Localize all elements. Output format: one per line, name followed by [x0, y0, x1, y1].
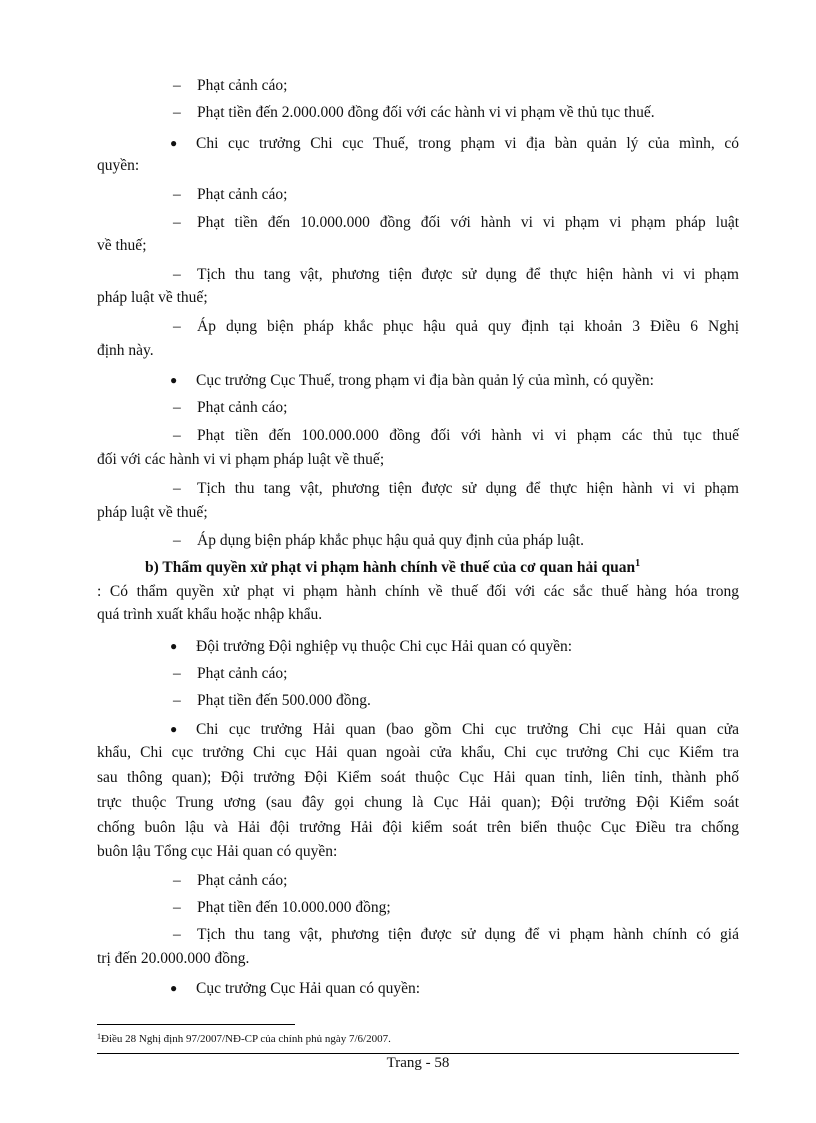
paragraph-line: quyền:: [97, 157, 140, 174]
paragraph-line: trị đến 20.000.000 đồng.: [97, 950, 250, 967]
dash-marker: –: [173, 532, 181, 549]
paragraph-line: đối với các hành vi vi phạm pháp luật về thuế;: [97, 451, 385, 468]
bullet-item: [170, 636, 739, 657]
line-text: Cục trưởng Cục Thuế, trong phạm vi địa bàn quản lý của mình, có quyền:: [196, 372, 654, 389]
dash-marker: –: [173, 399, 181, 416]
footnote: [97, 1032, 391, 1046]
line-text: Áp dụng biện pháp khắc phục hậu quả quy định tại khoản 3 Điều 6 Nghị: [197, 318, 739, 335]
dash-marker: –: [173, 104, 181, 121]
bullet-icon: ●: [170, 639, 178, 653]
paragraph-line: về thuế;: [97, 237, 147, 254]
dash-marker: –: [173, 665, 181, 682]
line-text: Chi cục trưởng Hải quan (bao gồm Chi cục trưởng Chi cục Hải quan cửa: [196, 721, 739, 738]
list-item: [173, 317, 739, 337]
line-text: Đội trưởng Đội nghiệp vụ thuộc Chi cục Hải quan có quyền:: [196, 638, 573, 655]
footnote-ref: 1: [635, 558, 641, 569]
list-item: [173, 426, 739, 446]
line-text: Phạt cảnh cáo;: [197, 399, 288, 416]
paragraph-line: định này.: [97, 342, 154, 359]
bullet-item: [170, 370, 739, 391]
paragraph-line: trực thuộc Trung ương (sau đây gọi chung là Cục Hải quan); Đội trưởng Đội Kiểm soát: [97, 794, 739, 811]
paragraph-line: pháp luật về thuế;: [97, 289, 208, 306]
footer-rule: [97, 1053, 739, 1054]
paragraph-line: sau thông quan); Đội trưởng Đội Kiểm soát thuộc Cục Hải quan tỉnh, liên tỉnh, thành phố: [97, 769, 739, 786]
dash-marker: –: [173, 318, 181, 335]
line-text: Phạt cảnh cáo;: [197, 186, 288, 203]
dash-marker: –: [173, 186, 181, 203]
dash-marker: –: [173, 692, 181, 709]
list-item: [173, 531, 739, 551]
dash-marker: –: [173, 214, 181, 231]
list-item: [173, 103, 739, 123]
line-text: Phạt cảnh cáo;: [197, 872, 288, 889]
paragraph-line: pháp luật về thuế;: [97, 504, 208, 521]
list-item: [173, 398, 739, 418]
line-text: Phạt tiền đến 100.000.000 đồng đối với hành vi vi phạm các thủ tục thuế: [197, 427, 739, 444]
list-item: [173, 185, 739, 205]
line-text: Tịch thu tang vật, phương tiện được sử dụng để thực hiện hành vi vi phạm: [197, 480, 739, 497]
dash-marker: –: [173, 427, 181, 444]
list-item: [173, 265, 739, 285]
bullet-item: [170, 133, 739, 154]
list-item: [173, 213, 739, 233]
line-text: Chi cục trưởng Chi cục Thuế, trong phạm vi địa bàn quản lý của mình, có: [196, 135, 739, 152]
dash-marker: –: [173, 480, 181, 497]
bullet-icon: ●: [170, 981, 178, 995]
line-text: Cục trưởng Cục Hải quan có quyền:: [196, 980, 421, 997]
dash-marker: –: [173, 266, 181, 283]
line-text: Phạt cảnh cáo;: [197, 665, 288, 682]
bullet-icon: ●: [170, 373, 178, 387]
section-heading: [145, 558, 745, 578]
line-text: Phạt tiền đến 10.000.000 đồng đối với hành vi vi phạm vi phạm pháp luật: [197, 214, 739, 231]
dash-marker: –: [173, 926, 181, 943]
line-text: Phạt cảnh cáo;: [197, 77, 288, 94]
paragraph-line: khẩu, Chi cục trưởng Chi cục Hải quan ngoài cửa khẩu, Chi cục trưởng Chi cục Kiểm tra: [97, 744, 739, 761]
bullet-icon: ●: [170, 722, 178, 736]
dash-marker: –: [173, 77, 181, 94]
line-text: Phạt tiền đến 500.000 đồng.: [197, 692, 371, 709]
heading-text: b) Thẩm quyền xử phạt vi phạm hành chính về thuế của cơ quan hải quan: [145, 559, 636, 576]
paragraph-line: buôn lậu Tổng cục Hải quan có quyền:: [97, 843, 338, 860]
paragraph-line: quá trình xuất khẩu hoặc nhập khẩu.: [97, 606, 323, 623]
page-number: Trang - 58: [386, 1055, 450, 1071]
bullet-item: [170, 719, 739, 740]
list-item: [173, 76, 739, 96]
line-text: Tịch thu tang vật, phương tiện được sử dụng để thực hiện hành vi vi phạm: [197, 266, 739, 283]
list-item: [173, 664, 739, 684]
footnote-separator: [97, 1024, 295, 1025]
bullet-icon: ●: [170, 136, 178, 150]
dash-marker: –: [173, 899, 181, 916]
paragraph-line: : Có thẩm quyền xử phạt vi phạm hành chính về thuế đối với các sắc thuế hàng hóa trong: [97, 583, 739, 600]
paragraph-line: chống buôn lậu và Hải đội trưởng Hải đội kiểm soát trên biển thuộc Cục Điều tra chống: [97, 819, 739, 836]
bullet-item: [170, 978, 739, 999]
line-text: Tịch thu tang vật, phương tiện được sử dụng để vi phạm hành chính có giá: [197, 926, 739, 943]
line-text: Áp dụng biện pháp khắc phục hậu quả quy định của pháp luật.: [197, 532, 584, 549]
list-item: [173, 871, 739, 891]
line-text: Phạt tiền đến 10.000.000 đồng;: [197, 899, 391, 916]
list-item: [173, 479, 739, 499]
footnote-mark: 1: [97, 1032, 101, 1041]
footnote-text: Điều 28 Nghị định 97/2007/NĐ-CP của chính phủ ngày 7/6/2007.: [101, 1033, 391, 1045]
list-item: [173, 691, 739, 711]
list-item: [173, 925, 739, 945]
dash-marker: –: [173, 872, 181, 889]
list-item: [173, 898, 739, 918]
line-text: Phạt tiền đến 2.000.000 đồng đối với các hành vi vi phạm về thủ tục thuế.: [197, 104, 655, 121]
